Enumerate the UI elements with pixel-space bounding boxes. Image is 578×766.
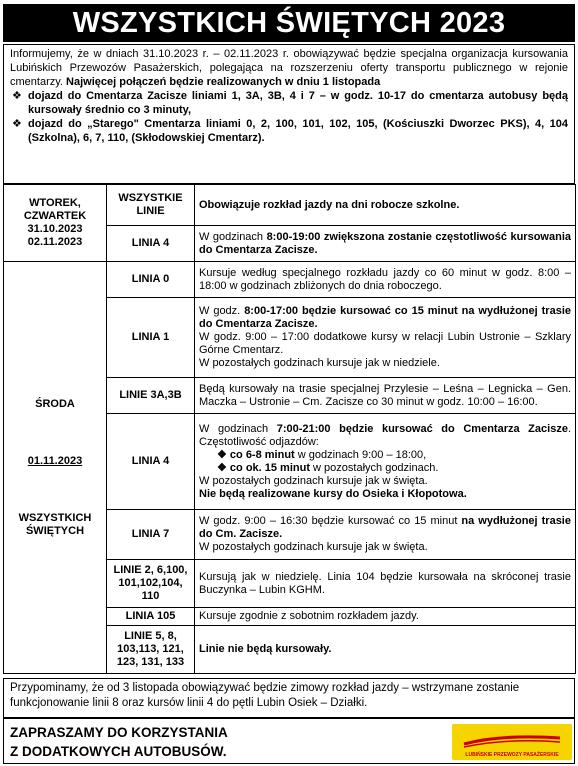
intro-bullet-2: [12, 117, 568, 145]
line-desc: Kursują jak w niedzielę. Linia 104 będzie kursowała na skróconej trasie Buczynka – Lubin KGHM.: [195, 560, 576, 608]
line-desc: Linie nie będą kursowały.: [195, 626, 576, 674]
desc-para: W pozostałych godzinach kursuje jak w święta.: [199, 541, 428, 553]
desc-subitem: [199, 449, 571, 462]
desc-bold: 8:00-17:00 będzie kursować co 15 minut na wydłużonej trasie do Cmentarza Zacisze.: [199, 305, 571, 330]
desc-para: W pozostałych godzinach kursuje jak w święta.: [199, 474, 428, 487]
line-cell: LINIA 4: [107, 226, 195, 262]
closing-line: ZAPRASZAMY DO KORZYSTANIA: [10, 725, 228, 740]
line-desc: [195, 414, 576, 510]
spacer: [8, 468, 102, 512]
bus-stripe-icon: [462, 732, 562, 748]
date-label: 01.11.2023: [27, 454, 83, 467]
bullet-text: dojazd do „Starego" Cmentarza liniami 0, 2, 100, 101, 102, 105, (Kościuszki Dworzec PKS), 4, 104 (Szkolna), 6, 7, 110, (Skłodowskiej Cmentarz).: [28, 118, 568, 144]
diamond-bullet-icon: ❖: [12, 118, 22, 130]
company-logo: [452, 724, 572, 760]
line-cell: LINIA 0: [107, 262, 195, 298]
tue-thu-cell: [4, 185, 107, 262]
line-desc: [195, 226, 576, 262]
day-label: ŚRODA: [35, 397, 75, 410]
line-cell: LINIE 3A,3B: [107, 378, 195, 414]
line-cell: LINIA 105: [107, 608, 195, 626]
desc-bold: co ok. 15 minut: [229, 461, 310, 474]
diamond-bullet-icon: ❖: [12, 90, 22, 102]
line-cell: WSZYSTKIE LINIE: [107, 185, 195, 226]
intro-bullet-1: [12, 89, 568, 117]
intro-paragraph: [10, 47, 568, 89]
closing-box: [3, 718, 575, 764]
desc-para: [199, 423, 571, 449]
intro-list: [10, 89, 568, 145]
desc-para: W pozostałych godzinach kursuje jak w niedziele.: [199, 357, 440, 369]
line-desc: Kursuje zgodnie z sobotnim rozkładem jazdy.: [195, 608, 576, 626]
date-label: 02.11.2023: [27, 236, 83, 248]
intro-text: Informujemy, że w dniach 31.10.2023 r. – 02.11.2023 r. obowiązywać będzie specjalna organizacja kursowania Lubińskich Przewozów Pasażerskich, polegająca na rozszerzeniu oferty transportu publicznego w rejonie cmentarzy.: [10, 48, 568, 88]
line-cell: LINIE 5, 8, 103,113, 121, 123, 131, 133: [107, 626, 195, 674]
bullet-text: dojazd do Cmentarza Zacisze liniami 1, 3A, 3B, 4 i 7 – w godz. 10-17 do cmentarza autobusy będą kursowały średnio co 3 minuty,: [28, 90, 568, 116]
line-cell: LINIE 2, 6,100, 101,102,104, 110: [107, 560, 195, 608]
desc-text: W godzinach: [199, 230, 267, 243]
line-cell: LINIA 7: [107, 510, 195, 560]
page-title: WSZYSTKICH ŚWIĘTYCH 2023: [3, 4, 575, 42]
desc-subitem: [199, 462, 571, 475]
diamond-bullet-icon: ❖: [217, 448, 230, 461]
desc-bold: 7:00-21:00 będzie kursować do Cmentarza Zacisze: [276, 422, 568, 435]
desc-text: w godzinach 9:00 – 18:00,: [294, 448, 427, 461]
line-desc: [195, 298, 576, 378]
holiday-label: WSZYSTKICH ŚWIĘTYCH: [18, 511, 92, 537]
date-label: 31.10.2023: [27, 223, 83, 235]
desc-para: Nie będą realizowane kursy do Osieka i Kłopotowa.: [199, 487, 467, 500]
desc-bold: na wydłużonej trasie do Cm. Zacisze.: [199, 515, 571, 540]
closing-line: Z DODATKOWYCH AUTOBUSÓW.: [10, 744, 227, 759]
line-desc: [195, 510, 576, 560]
table-row: [4, 185, 576, 226]
closing-text: [10, 723, 228, 761]
line-desc: Kursuje według specjalnego rozkładu jazdy co 60 minut w godz. 8:00 – 18:00 w godzinach zbliżonych do dnia roboczego.: [195, 262, 576, 298]
footer-note: Przypominamy, że od 3 listopada obowiązywać będzie zimowy rozkład jazdy – wstrzymane zostanie funkcjonowanie linii 8 oraz kursów linii 4 do pętli Lubin Osiek – Działki.: [3, 678, 575, 718]
desc-text: . Częstotliwość odjazdów:: [199, 422, 571, 448]
desc-text: W godz.: [199, 305, 245, 317]
line-desc: Obowiązuje rozkład jazdy na dni robocze szkolne.: [195, 185, 576, 226]
line-cell: LINIA 4: [107, 414, 195, 510]
schedule-table: [3, 184, 576, 674]
line-desc: Będą kursowały na trasie specjalnej Przylesie – Leśna – Legnicka – Gen. Maczka – Ustronie – Cm. Zacisze co 30 minut w godz. 10:00 – 16:00.: [195, 378, 576, 414]
logo-text: LUBIŃSKIE PRZEWOZY PASAŻERSKIE: [465, 752, 559, 758]
spacer: [8, 411, 102, 455]
desc-text: W godz. 9:00 – 16:30 będzie kursować co 15 minut: [199, 515, 462, 527]
intro-bold-text: Najwięcej połączeń będzie realizowanych w dniu 1 listopada: [66, 76, 381, 88]
desc-para: W godz. 9:00 – 17:00 dodatkowe kursy w relacji Lubin Ustronie – Szklary Górne Cmentarz.: [199, 331, 571, 356]
table-row: [4, 262, 576, 298]
wed-cell: [4, 262, 107, 674]
desc-text: w pozostałych godzinach.: [310, 461, 439, 474]
intro-box: [3, 44, 575, 184]
desc-para: [199, 305, 571, 331]
line-cell: LINIA 1: [107, 298, 195, 378]
desc-para: [199, 515, 571, 541]
desc-bold: 8:00-19:00 zwiększona zostanie częstotliwość kursowania do Cmentarza Zacisze.: [199, 230, 571, 256]
day-label: WTOREK, CZWARTEK: [23, 197, 87, 222]
desc-text: W godzinach: [199, 422, 277, 435]
desc-bold: co 6-8 minut: [229, 448, 295, 461]
diamond-bullet-icon: ❖: [217, 461, 230, 474]
